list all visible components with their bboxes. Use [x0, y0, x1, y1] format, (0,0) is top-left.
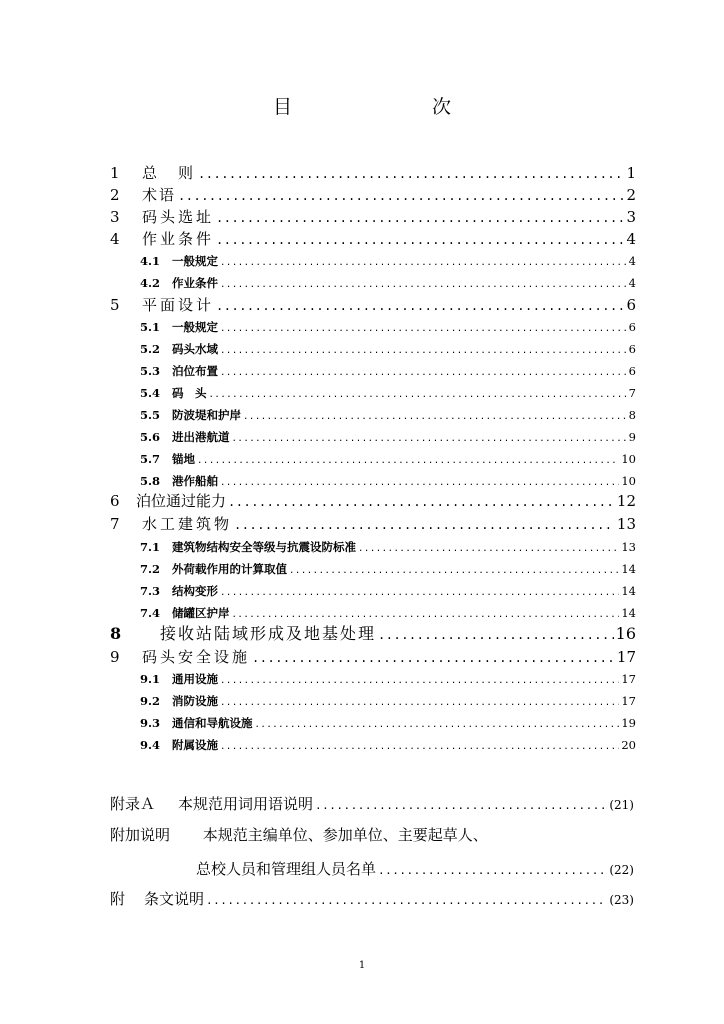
toc-label: 码头水域	[172, 342, 218, 356]
toc-number: 7.3	[140, 584, 161, 598]
toc-number: 4.2	[140, 276, 161, 290]
toc-number: 5.5	[140, 408, 161, 422]
appendix-label: 条文说明	[144, 890, 205, 908]
page-title: 目 次	[272, 96, 485, 118]
appendix-page: (23)	[609, 893, 634, 907]
toc-subentry[interactable]	[110, 450, 636, 468]
toc-number: 7	[110, 515, 120, 533]
toc-page: 20	[621, 738, 636, 752]
toc-page: 19	[621, 716, 636, 730]
toc-entry[interactable]	[110, 206, 636, 228]
toc-page: 4	[628, 276, 636, 290]
leader-dots	[216, 206, 624, 229]
toc-number: 9.3	[140, 716, 161, 730]
leader-dots	[216, 228, 624, 251]
toc-number: 5.2	[140, 342, 161, 356]
toc-label: 消防设施	[172, 694, 218, 708]
leader-dots	[315, 792, 607, 818]
toc-label: 附属设施	[172, 738, 218, 752]
leader-dots	[198, 162, 624, 185]
toc-label: 术语	[142, 186, 177, 204]
toc-label: 外荷载作用的计算取值	[172, 562, 287, 576]
leader-dots	[234, 513, 615, 536]
toc-number: 5.1	[140, 320, 161, 334]
toc-subentry[interactable]	[110, 714, 636, 732]
toc-number: 5	[110, 296, 120, 314]
toc-page: 17	[621, 672, 636, 686]
toc-number: 7.2	[140, 562, 161, 576]
leader-dots	[178, 184, 624, 207]
toc-page: 17	[621, 694, 636, 708]
leader-dots	[220, 340, 627, 360]
toc-entry[interactable]	[110, 162, 636, 184]
leader-dots	[216, 294, 624, 317]
toc-number: 5.3	[140, 364, 161, 378]
toc-subentry[interactable]	[110, 406, 636, 424]
toc-entry[interactable]	[110, 623, 636, 645]
leader-dots	[220, 252, 627, 272]
leader-dots	[378, 623, 614, 646]
toc-label: 结构变形	[172, 584, 218, 598]
toc-label: 通用设施	[172, 672, 218, 686]
toc-number: 5.8	[140, 474, 161, 488]
toc-label: 泊位通过能力	[136, 492, 227, 510]
appendix-page: (22)	[609, 863, 634, 877]
toc-number: 9.1	[140, 672, 161, 686]
appendix-label: 本规范主编单位、参加单位、主要起草人、	[202, 826, 488, 844]
appendix-prefix: 附	[110, 890, 126, 908]
toc-number: 2	[110, 186, 120, 204]
toc-number: 8	[110, 624, 122, 643]
toc-subentry[interactable]	[110, 582, 636, 600]
leader-dots	[228, 490, 615, 513]
toc-label: 建筑物结构安全等级与抗震设防标准	[172, 540, 356, 554]
toc-label: 码头安全设施	[142, 648, 251, 666]
toc-page: 12	[616, 492, 636, 510]
toc-subentry[interactable]	[110, 318, 636, 336]
appendix-c-entry[interactable]	[110, 887, 634, 911]
toc-page: 6	[628, 342, 636, 356]
leader-dots	[378, 857, 607, 883]
toc-page: 9	[628, 430, 636, 444]
appendix-prefix: 附录Ａ	[110, 795, 156, 813]
toc-label: 储罐区护岸	[172, 606, 230, 620]
toc-number: 9.2	[140, 694, 161, 708]
toc-label: 进出港航道	[172, 430, 230, 444]
table-of-contents	[110, 162, 636, 762]
toc-number: 9	[110, 648, 120, 666]
toc-number: 1	[110, 164, 120, 182]
leader-dots	[232, 428, 627, 448]
toc-page: 7	[628, 386, 636, 400]
toc-label: 码头选址	[142, 208, 215, 226]
toc-subentry[interactable]	[110, 340, 636, 358]
toc-subentry[interactable]	[110, 362, 636, 380]
toc-subentry[interactable]	[110, 736, 636, 754]
toc-label: 平面设计	[142, 296, 215, 314]
toc-label: 通信和导航设施	[172, 716, 253, 730]
toc-number: 5.6	[140, 430, 161, 444]
toc-subentry[interactable]	[110, 692, 636, 710]
toc-page: 14	[621, 606, 636, 620]
toc-entry[interactable]	[110, 513, 636, 535]
toc-subentry[interactable]	[110, 384, 636, 402]
appendix-a-entry[interactable]	[110, 792, 634, 816]
toc-page: 4	[626, 230, 636, 248]
toc-label: 港作船舶	[172, 474, 218, 488]
toc-number: 4.1	[140, 254, 161, 268]
toc-label: 锚地	[172, 452, 195, 466]
toc-page: 10	[621, 452, 636, 466]
leader-dots	[243, 406, 627, 426]
appendix-label: 本规范用词用语说明	[178, 795, 314, 813]
toc-page: 2	[626, 186, 636, 204]
toc-subentry[interactable]	[110, 274, 636, 292]
toc-subentry[interactable]	[110, 670, 636, 688]
toc-number: 9.4	[140, 738, 161, 752]
toc-label: 防波堤和护岸	[172, 408, 241, 422]
toc-subentry[interactable]	[110, 252, 636, 270]
appendix-b-line1[interactable]	[110, 823, 634, 847]
toc-page: 14	[621, 584, 636, 598]
leader-dots	[232, 604, 620, 624]
toc-page: 1	[626, 164, 636, 182]
toc-label: 码 头	[172, 386, 207, 400]
toc-entry[interactable]	[110, 294, 636, 316]
toc-label: 水工建筑物	[142, 515, 233, 533]
toc-page: 13	[616, 515, 636, 533]
toc-number: 5.7	[140, 452, 161, 466]
leader-dots	[220, 472, 619, 492]
toc-subentry[interactable]	[110, 538, 636, 556]
appendix-prefix: 附加说明	[110, 826, 171, 844]
toc-entry[interactable]	[110, 228, 636, 250]
toc-page: 16	[615, 624, 636, 643]
leader-dots	[220, 670, 619, 690]
appendix-b-entry[interactable]	[196, 857, 634, 881]
leader-dots	[358, 538, 619, 558]
toc-page: 10	[621, 474, 636, 488]
toc-number: 4	[110, 230, 120, 248]
toc-subentry[interactable]	[110, 472, 636, 490]
leader-dots	[220, 692, 619, 712]
toc-page: 13	[621, 540, 636, 554]
toc-subentry[interactable]	[110, 560, 636, 578]
toc-page: 8	[628, 408, 636, 422]
leader-dots	[255, 714, 620, 734]
toc-label: 泊位布置	[172, 364, 218, 378]
appendix-label: 总校人员和管理组人员名单	[196, 860, 377, 878]
toc-label: 一般规定	[172, 320, 218, 334]
toc-entry[interactable]	[110, 184, 636, 206]
toc-page: 14	[621, 562, 636, 576]
toc-page: 6	[628, 364, 636, 378]
leader-dots	[220, 362, 627, 382]
toc-label: 接收站陆域形成及地基处理	[160, 624, 377, 643]
leader-dots	[252, 646, 615, 669]
toc-number: 7.1	[140, 540, 161, 554]
toc-label: 总 则	[142, 164, 197, 182]
leader-dots	[220, 736, 619, 756]
leader-dots	[206, 887, 607, 913]
toc-number: 3	[110, 208, 120, 226]
leader-dots	[220, 274, 627, 294]
toc-page: 6	[628, 320, 636, 334]
leader-dots	[220, 582, 619, 602]
toc-page: 4	[628, 254, 636, 268]
toc-number: 5.4	[140, 386, 161, 400]
toc-subentry[interactable]	[110, 428, 636, 446]
leader-dots	[209, 384, 627, 404]
toc-page: 6	[626, 296, 636, 314]
toc-page: 17	[616, 648, 636, 666]
toc-number: 7.4	[140, 606, 161, 620]
toc-label: 作业条件	[172, 276, 218, 290]
toc-label: 作业条件	[142, 230, 215, 248]
leader-dots	[197, 450, 619, 470]
toc-entry[interactable]	[110, 490, 636, 512]
toc-entry[interactable]	[110, 646, 636, 668]
appendix-page: (21)	[609, 798, 634, 812]
leader-dots	[289, 560, 619, 580]
leader-dots	[220, 318, 627, 338]
toc-subentry[interactable]	[110, 604, 636, 622]
page-number: 1	[358, 960, 366, 971]
toc-number: 6	[110, 492, 120, 510]
toc-label: 一般规定	[172, 254, 218, 268]
toc-page: 3	[626, 208, 636, 226]
